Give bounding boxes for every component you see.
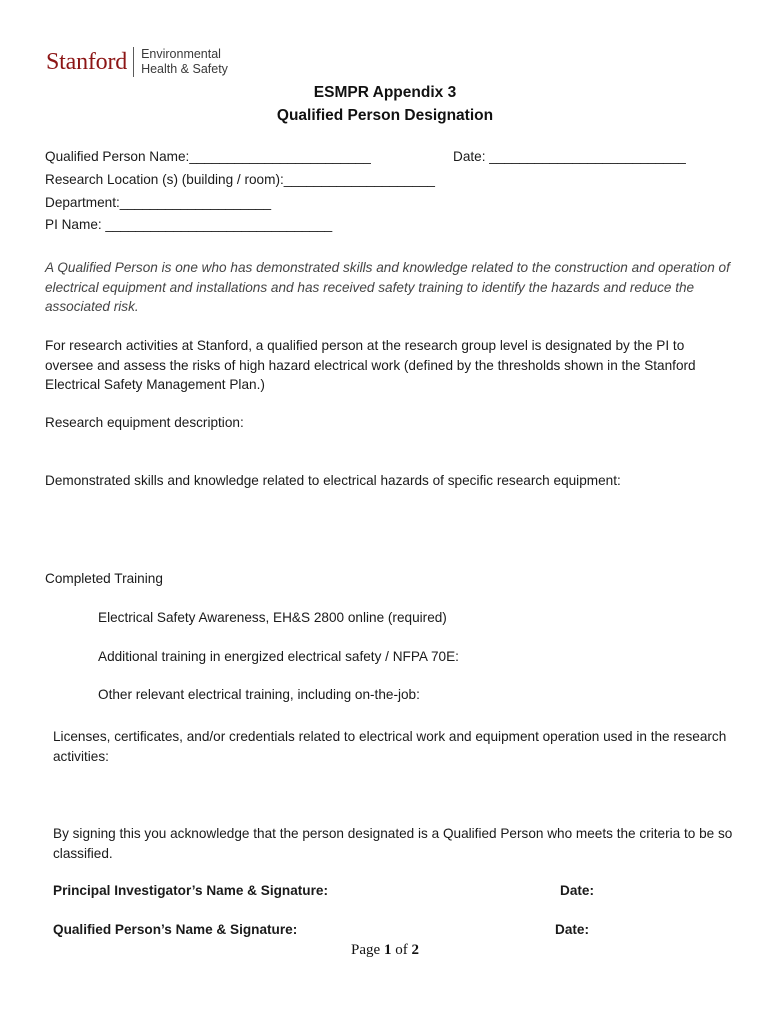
research-location-field[interactable]: Research Location (s) (building / room):____________________ bbox=[45, 172, 435, 187]
qp-signature-label[interactable]: Qualified Person’s Name & Signature: bbox=[53, 922, 298, 937]
training-item-nfpa-70e: Additional training in energized electrical safety / NFPA 70E: bbox=[98, 649, 459, 664]
pi-signature-label[interactable]: Principal Investigator’s Name & Signature: bbox=[53, 883, 328, 898]
pi-name-field[interactable]: PI Name: ______________________________ bbox=[45, 217, 333, 232]
training-item-other: Other relevant electrical training, including on-the-job: bbox=[98, 687, 420, 702]
training-item-ehs-2800: Electrical Safety Awareness, EH&S 2800 online (required) bbox=[98, 610, 447, 625]
equipment-description-label: Research equipment description: bbox=[45, 415, 244, 430]
page-current: 1 bbox=[383, 942, 392, 958]
research-activities-paragraph: For research activities at Stanford, a qualified person at the research group level is designated by the PI to oversee and assess the risks of high hazard electrical work (defined by the thresholds shown in the Stanford Electrical Safety Management Plan.) bbox=[45, 338, 696, 392]
doc-title-line2: Qualified Person Designation bbox=[276, 107, 494, 124]
logo-wordmark: Stanford bbox=[46, 48, 128, 75]
page-word: Page bbox=[351, 942, 381, 958]
acknowledgement-text: By signing this you acknowledge that the person designated is a Qualified Person who meets the criteria to be so classified. bbox=[53, 826, 733, 861]
pi-signature-date[interactable]: Date: bbox=[560, 883, 594, 898]
logo-divider bbox=[133, 47, 134, 77]
demonstrated-skills-label: Demonstrated skills and knowledge related to electrical hazards of specific research equipment: bbox=[45, 473, 621, 488]
page-total: 2 bbox=[411, 942, 419, 958]
date-field[interactable]: Date: __________________________ bbox=[453, 149, 686, 164]
of-word: of bbox=[395, 942, 408, 958]
department-field[interactable]: Department:____________________ bbox=[45, 195, 272, 210]
qp-signature-date[interactable]: Date: bbox=[555, 922, 589, 937]
doc-title-line1: ESMPR Appendix 3 bbox=[313, 84, 457, 101]
logo-department bbox=[141, 47, 228, 77]
logo-dept-line1: Environmental bbox=[141, 47, 221, 61]
stanford-ehs-logo bbox=[46, 44, 228, 80]
completed-training-heading: Completed Training bbox=[45, 571, 163, 586]
qualified-person-definition: A Qualified Person is one who has demonstrated skills and knowledge related to the construction and operation of electrical equipment and installations and has received safety training to identify the hazards and reduce the associated risk. bbox=[45, 260, 730, 314]
licenses-label: Licenses, certificates, and/or credentials related to electrical work and equipment operation used in the research activities: bbox=[53, 729, 727, 764]
logo-dept-line2: Health & Safety bbox=[141, 62, 228, 76]
qualified-person-name-field[interactable]: Qualified Person Name:________________________ bbox=[45, 149, 371, 164]
page-number bbox=[0, 942, 770, 959]
